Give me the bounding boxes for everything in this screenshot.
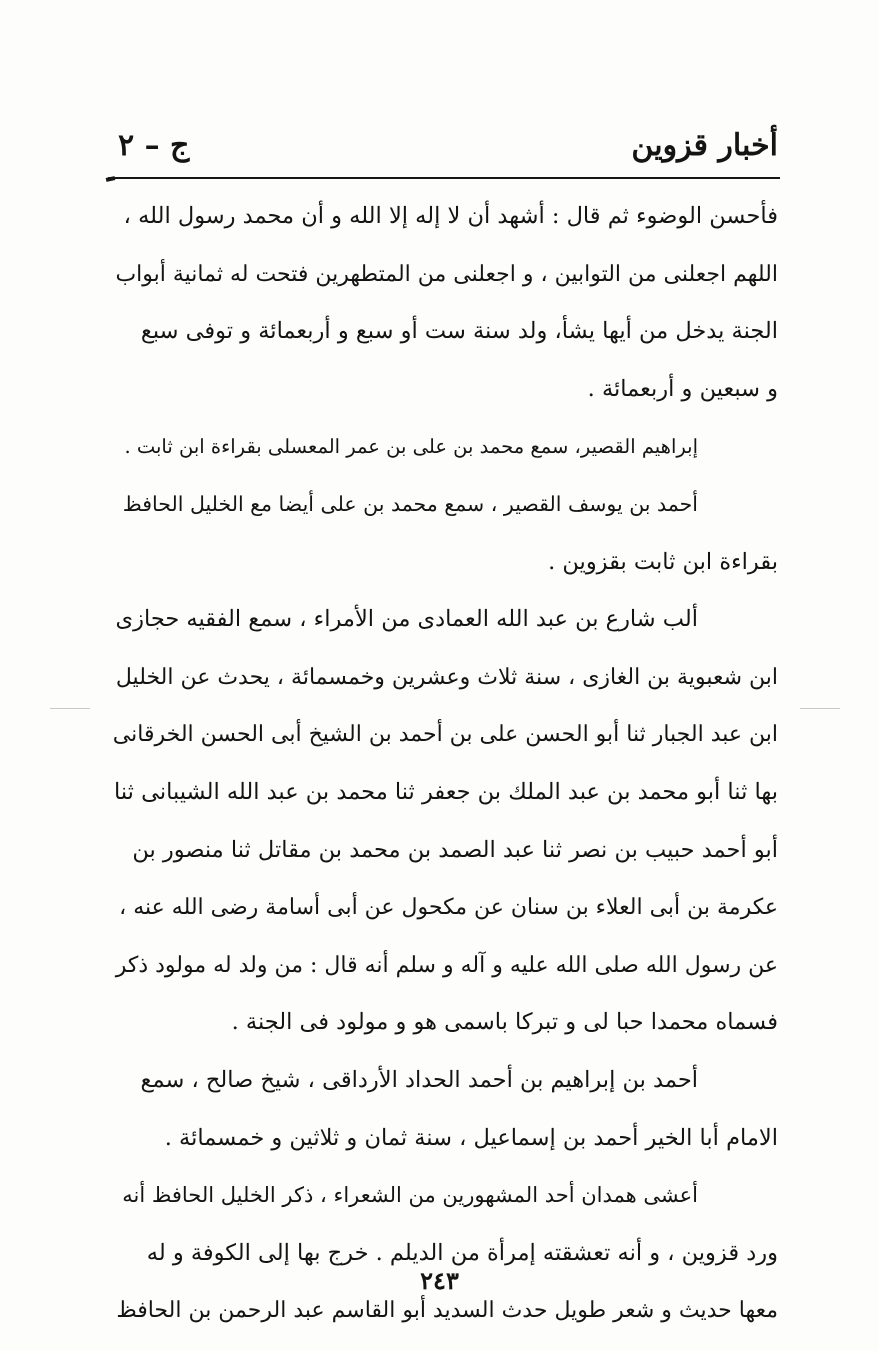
running-title: أخبار قزوين	[631, 128, 778, 163]
text-line: ألب شارع بن عبد الله العمادى من الأمراء ، سمع الفقيه حجازى	[115, 606, 698, 633]
text-line: أحمد بن إبراهيم بن أحمد الحداد الأرداقى ، شيخ صالح ، سمع	[140, 1066, 698, 1093]
scan-speck	[800, 708, 840, 709]
text-line: الامام أبا الخير أحمد بن إسماعيل ، سنة ثمان و ثلاثين و خمسمائة .	[164, 1124, 778, 1151]
volume-number: ج – ٢	[118, 128, 190, 163]
text-line: اللهم اجعلنى من التوابين ، و اجعلنى من المتطهرين فتحت له ثمانية أبواب	[115, 261, 778, 287]
body-text	[112, 188, 778, 1340]
text-line: أبو أحمد حبيب بن نصر ثنا عبد الصمد بن محمد بن مقاتل ثنا منصور بن	[132, 836, 778, 863]
text-line: بها ثنا أبو محمد بن عبد الملك بن جعفر ثنا محمد بن عبد الله الشيبانى ثنا	[114, 778, 778, 805]
page-header	[108, 120, 778, 172]
text-line: معها حديث و شعر طويل حدث السديد أبو القاسم عبد الرحمن بن الحافظ	[116, 1298, 778, 1324]
text-line: بقراءة ابن ثابت بقزوين .	[548, 548, 778, 575]
text-line: أحمد بن يوسف القصير ، سمع محمد بن على أيضا مع الخليل الحافظ	[122, 491, 698, 516]
text-line: إبراهيم القصير، سمع محمد بن على بن عمر المعسلى بقراءة ابن ثابت .	[124, 435, 698, 459]
text-line: أعشى همدان أحد المشهورين من الشعراء ، ذكر الخليل الحافظ أنه	[122, 1183, 698, 1208]
text-line: و سبعين و أربعمائة .	[587, 375, 778, 402]
text-line: الجنة يدخل من أيها يشأ، ولد سنة ست أو سبع و أربعمائة و توفى سبع	[140, 318, 778, 345]
text-line: ابن عبد الجبار ثنا أبو الحسن على بن أحمد بن الشيخ أبى الحسن الخرقانى	[112, 722, 778, 748]
text-line: ورد قزوين ، و أنه تعشقته إمرأة من الديلم . خرج بها إلى الكوفة و له	[146, 1239, 778, 1266]
text-line: عكرمة بن أبى العلاء بن سنان عن مكحول عن أبى أسامة رضى الله عنه ،	[119, 895, 778, 921]
scan-speck	[50, 708, 90, 709]
text-line: فأحسن الوضوء ثم قال : أشهد أن لا إله إلا الله و أن محمد رسول الله ،	[123, 203, 778, 229]
text-line: ابن شعبوية بن الغازى ، سنة ثلاث وعشرين وخمسمائة ، يحدث عن الخليل	[115, 664, 778, 690]
page-number: ٢٤٣	[420, 1266, 459, 1295]
header-rule	[108, 177, 780, 179]
rule-mark	[106, 176, 116, 182]
text-line: فسماه محمدا حبا لى و تبركا باسمى هو و مولود فى الجنة .	[231, 1009, 778, 1036]
text-line: عن رسول الله صلى الله عليه و آله و سلم أنه قال : من ولد له مولود ذكر	[115, 952, 778, 978]
